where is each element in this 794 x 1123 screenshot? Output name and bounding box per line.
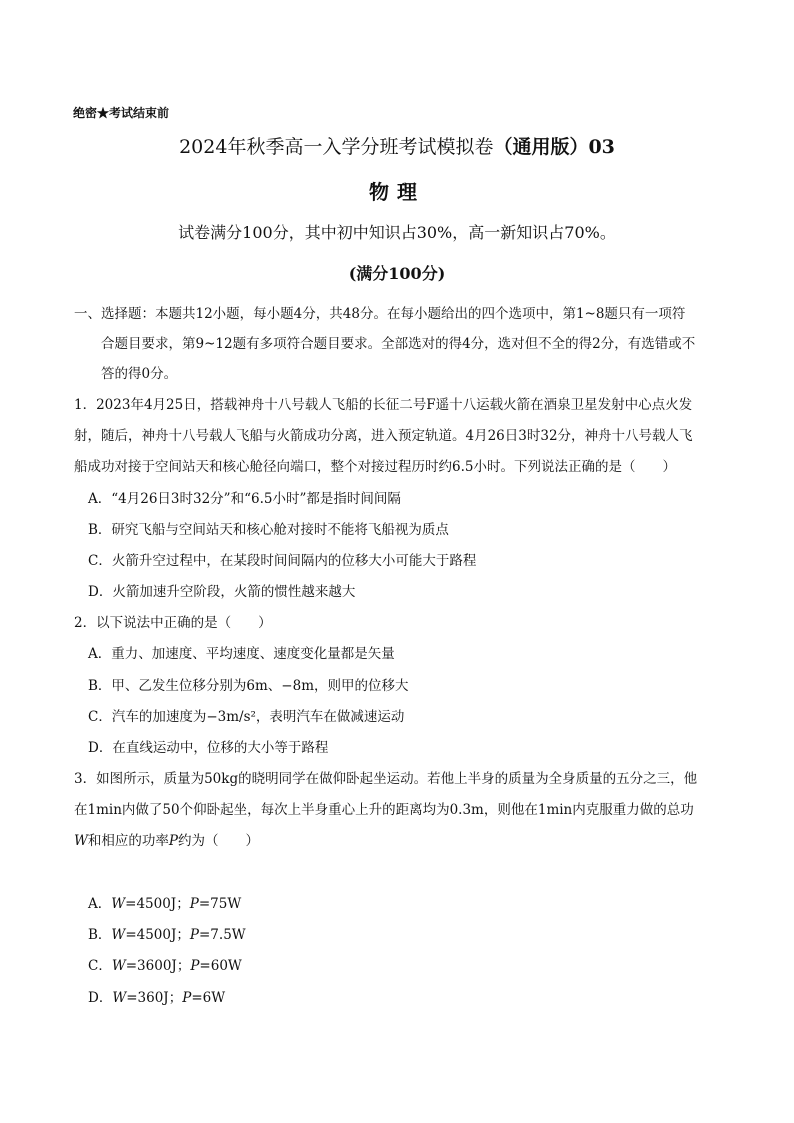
exam-title-main: 2024年秋季高一入学分班考试模拟卷 [179,136,494,158]
section1-line1: 一、选择题：本题共12小题，每小题4分，共48分。在每小题给出的四个选项中，第1~8题只有一项符 [74,306,686,322]
work-symbol: W [112,990,127,1006]
q2-option-c: C．汽车的加速度为−3m/s²，表明汽车在做减速运动 [88,709,405,725]
subject-heading: 物理 [369,180,425,204]
q3-option-a [88,892,241,912]
power-value: =7.5W [199,927,246,943]
q2-stem: 2．以下说法中正确的是（ ） [74,615,272,631]
work-value: =3600J； [125,958,191,974]
q3-option-b [88,923,246,943]
q1-option-b: B．研究飞船与空间站天和核心舱对接时不能将飞船视为质点 [88,522,449,538]
q3-line3-end: 约为（ ） [177,833,259,849]
section1-line3: 答的得0分。 [101,366,178,382]
exam-title-edition: （通用版）03 [493,136,615,158]
power-symbol: P [189,927,199,943]
q3-stem-line2: 在1min内做了50个仰卧起坐，每次上半身重心上升的距离均为0.3m，则他在1min内克服重力做的总功 [74,802,694,818]
option-letter: D． [88,990,113,1006]
q3-line3-mid: 和相应的功率 [87,833,169,849]
power-value: =75W [198,896,242,912]
exam-title [0,132,794,159]
power-symbol: P [189,896,199,912]
full-score: (满分100分) [348,264,446,283]
q1-stem-line1: 1．2023年4月25日，搭载神舟十八号载人飞船的长征二号F遥十八运载火箭在酒泉卫星发射中心点火发 [74,397,693,413]
q2-option-a: A．重力、加速度、平均速度、速度变化量都是矢量 [88,646,395,662]
option-letter: B． [88,927,112,943]
option-letter: C． [88,958,112,974]
score-note: 试卷满分100分，其中初中知识占30%，高一新知识占70%。 [178,223,616,242]
q3-work-symbol: W [74,833,88,849]
q3-power-symbol: P [168,833,178,849]
power-symbol: P [190,958,200,974]
q2-option-b: B．甲、乙发生位移分别为6m、−8m，则甲的位移大 [88,678,409,694]
q3-option-d [88,986,225,1006]
work-symbol: W [111,958,126,974]
work-value: =4500J； [125,896,190,912]
q3-option-c [88,954,242,974]
q3-stem-line1: 3．如图所示，质量为50kg的晓明同学在做仰卧起坐运动。若他上半身的质量为全身质量的五分之三，他 [74,771,698,787]
power-value: =60W [199,958,242,974]
work-symbol: W [111,927,126,943]
q1-option-c: C．火箭升空过程中，在某段时间间隔内的位移大小可能大于路程 [88,553,477,569]
power-value: =6W [191,990,226,1006]
work-symbol: W [111,896,126,912]
section1-line2: 合题目要求，第9~12题有多项符合题目要求。全部选对的得4分，选对但不全的得2分，有选错或不 [101,336,696,352]
work-value: =360J； [126,990,183,1006]
q1-option-d: D．火箭加速升空阶段，火箭的惯性越来越大 [88,584,356,600]
option-letter: A． [88,896,112,912]
power-symbol: P [182,990,192,1006]
q2-option-d: D．在直线运动中，位移的大小等于路程 [88,740,329,756]
q1-option-a: A．“4月26日3时32分”和“6.5小时”都是指时间间隔 [88,491,401,507]
q1-stem-line3: 船成功对接于空间站天和核心舱径向端口，整个对接过程历时约6.5小时。下列说法正确的是（ ） [74,459,676,475]
q3-stem-line3 [74,829,259,849]
work-value: =4500J； [125,927,190,943]
q1-stem-line2: 射，随后，神舟十八号载人飞船与火箭成功分离，进入预定轨道。4月26日3时32分，神舟十八号载人飞 [74,428,693,444]
secret-label: 绝密★考试结束前 [73,106,170,120]
